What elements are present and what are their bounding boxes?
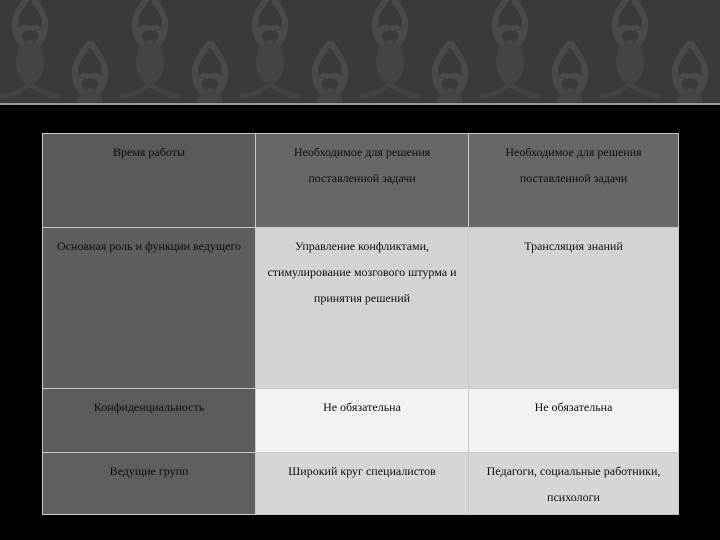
table-cell: Не обязательна bbox=[256, 389, 469, 453]
table-row bbox=[43, 389, 679, 453]
table-cell-label: Ведущие групп bbox=[43, 453, 256, 515]
table-cell: Необходимое для решения поставленной задачи bbox=[469, 134, 679, 228]
damask-banner bbox=[0, 0, 720, 104]
damask-pattern bbox=[0, 0, 720, 104]
table-cell: Необходимое для решения поставленной задачи bbox=[256, 134, 469, 228]
banner-divider bbox=[0, 103, 720, 105]
table-cell: Не обязательна bbox=[469, 389, 679, 453]
table-cell: Трансляция знаний bbox=[469, 228, 679, 389]
table-cell: Широкий круг специалистов bbox=[256, 453, 469, 515]
table-cell-label: Конфиденциальность bbox=[43, 389, 256, 453]
table-cell-label: Основная роль и функции ведущего bbox=[43, 228, 256, 389]
comparison-table bbox=[42, 133, 679, 515]
table-cell: Педагоги, социальные работники, психологи bbox=[469, 453, 679, 515]
table-row bbox=[43, 134, 679, 228]
table-cell: Управление конфликтами, стимулирование мозгового штурма и принятия решений bbox=[256, 228, 469, 389]
table-cell-label: Время работы bbox=[43, 134, 256, 228]
table-row bbox=[43, 228, 679, 389]
table-row bbox=[43, 453, 679, 515]
